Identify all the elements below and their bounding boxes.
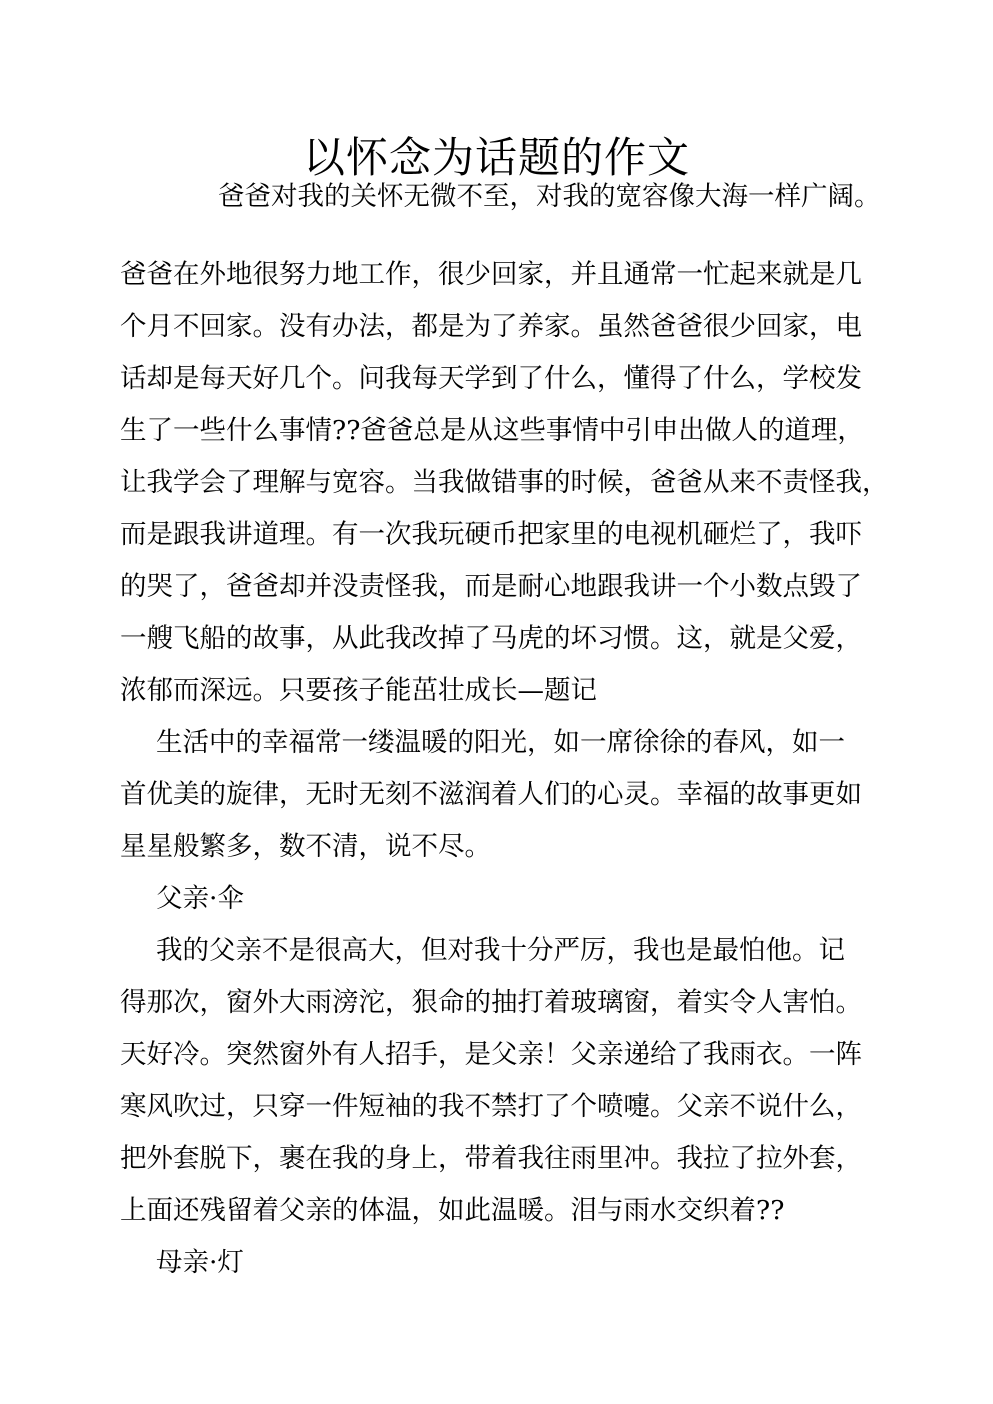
text-line: 首优美的旋律，无时无刻不滋润着人们的心灵。幸福的故事更如 [120, 779, 862, 810]
text-line: 爸爸对我的关怀无微不至，对我的宽容像大海一样广阔。 [218, 181, 881, 212]
text-line: 把外套脱下，裹在我的身上，带着我往雨里冲。我拉了拉外套， [120, 1143, 862, 1174]
text-line: 寒风吹过，只穿一件短袖的我不禁打了个喷嚏。父亲不说什么， [120, 1091, 862, 1122]
page-title: 以怀念为话题的作文 [302, 133, 690, 182]
section-heading: 父亲·伞 [156, 883, 244, 914]
text-line: 话却是每天好几个。问我每天学到了什么，懂得了什么，学校发 [120, 363, 862, 394]
text-line: 星星般繁多，数不清，说不尽。 [120, 831, 491, 862]
text-line: 浓郁而深远。只要孩子能茁壮成长—题记 [120, 675, 597, 706]
text-line: 个月不回家。没有办法，都是为了养家。虽然爸爸很少回家，电 [120, 311, 862, 342]
section-heading: 母亲·灯 [156, 1247, 244, 1278]
text-line: 一艘飞船的故事，从此我改掉了马虎的坏习惯。这，就是父爱， [120, 623, 862, 654]
text-line: 的哭了，爸爸却并没责怪我，而是耐心地跟我讲一个小数点毁了 [120, 571, 862, 602]
text-line: 让我学会了理解与宽容。当我做错事的时候，爸爸从来不责怪我， [120, 467, 889, 498]
text-line: 得那次，窗外大雨滂沱，狠命的抽打着玻璃窗，着实令人害怕。 [120, 987, 862, 1018]
text-line: 而是跟我讲道理。有一次我玩硬币把家里的电视机砸烂了，我吓 [120, 519, 862, 550]
text-line: 上面还残留着父亲的体温，如此温暖。泪与雨水交织着?? [120, 1195, 785, 1226]
text-line: 爸爸在外地很努力地工作，很少回家，并且通常一忙起来就是几 [120, 259, 862, 290]
text-line: 生活中的幸福常一缕温暖的阳光，如一席徐徐的春风，如一 [156, 727, 845, 758]
text-line: 天好冷。突然窗外有人招手，是父亲！父亲递给了我雨衣。一阵 [120, 1039, 862, 1070]
text-line: 生了一些什么事情??爸爸总是从这些事情中引申出做人的道理， [120, 415, 864, 446]
text-line: 我的父亲不是很高大，但对我十分严厉，我也是最怕他。记 [156, 935, 845, 966]
